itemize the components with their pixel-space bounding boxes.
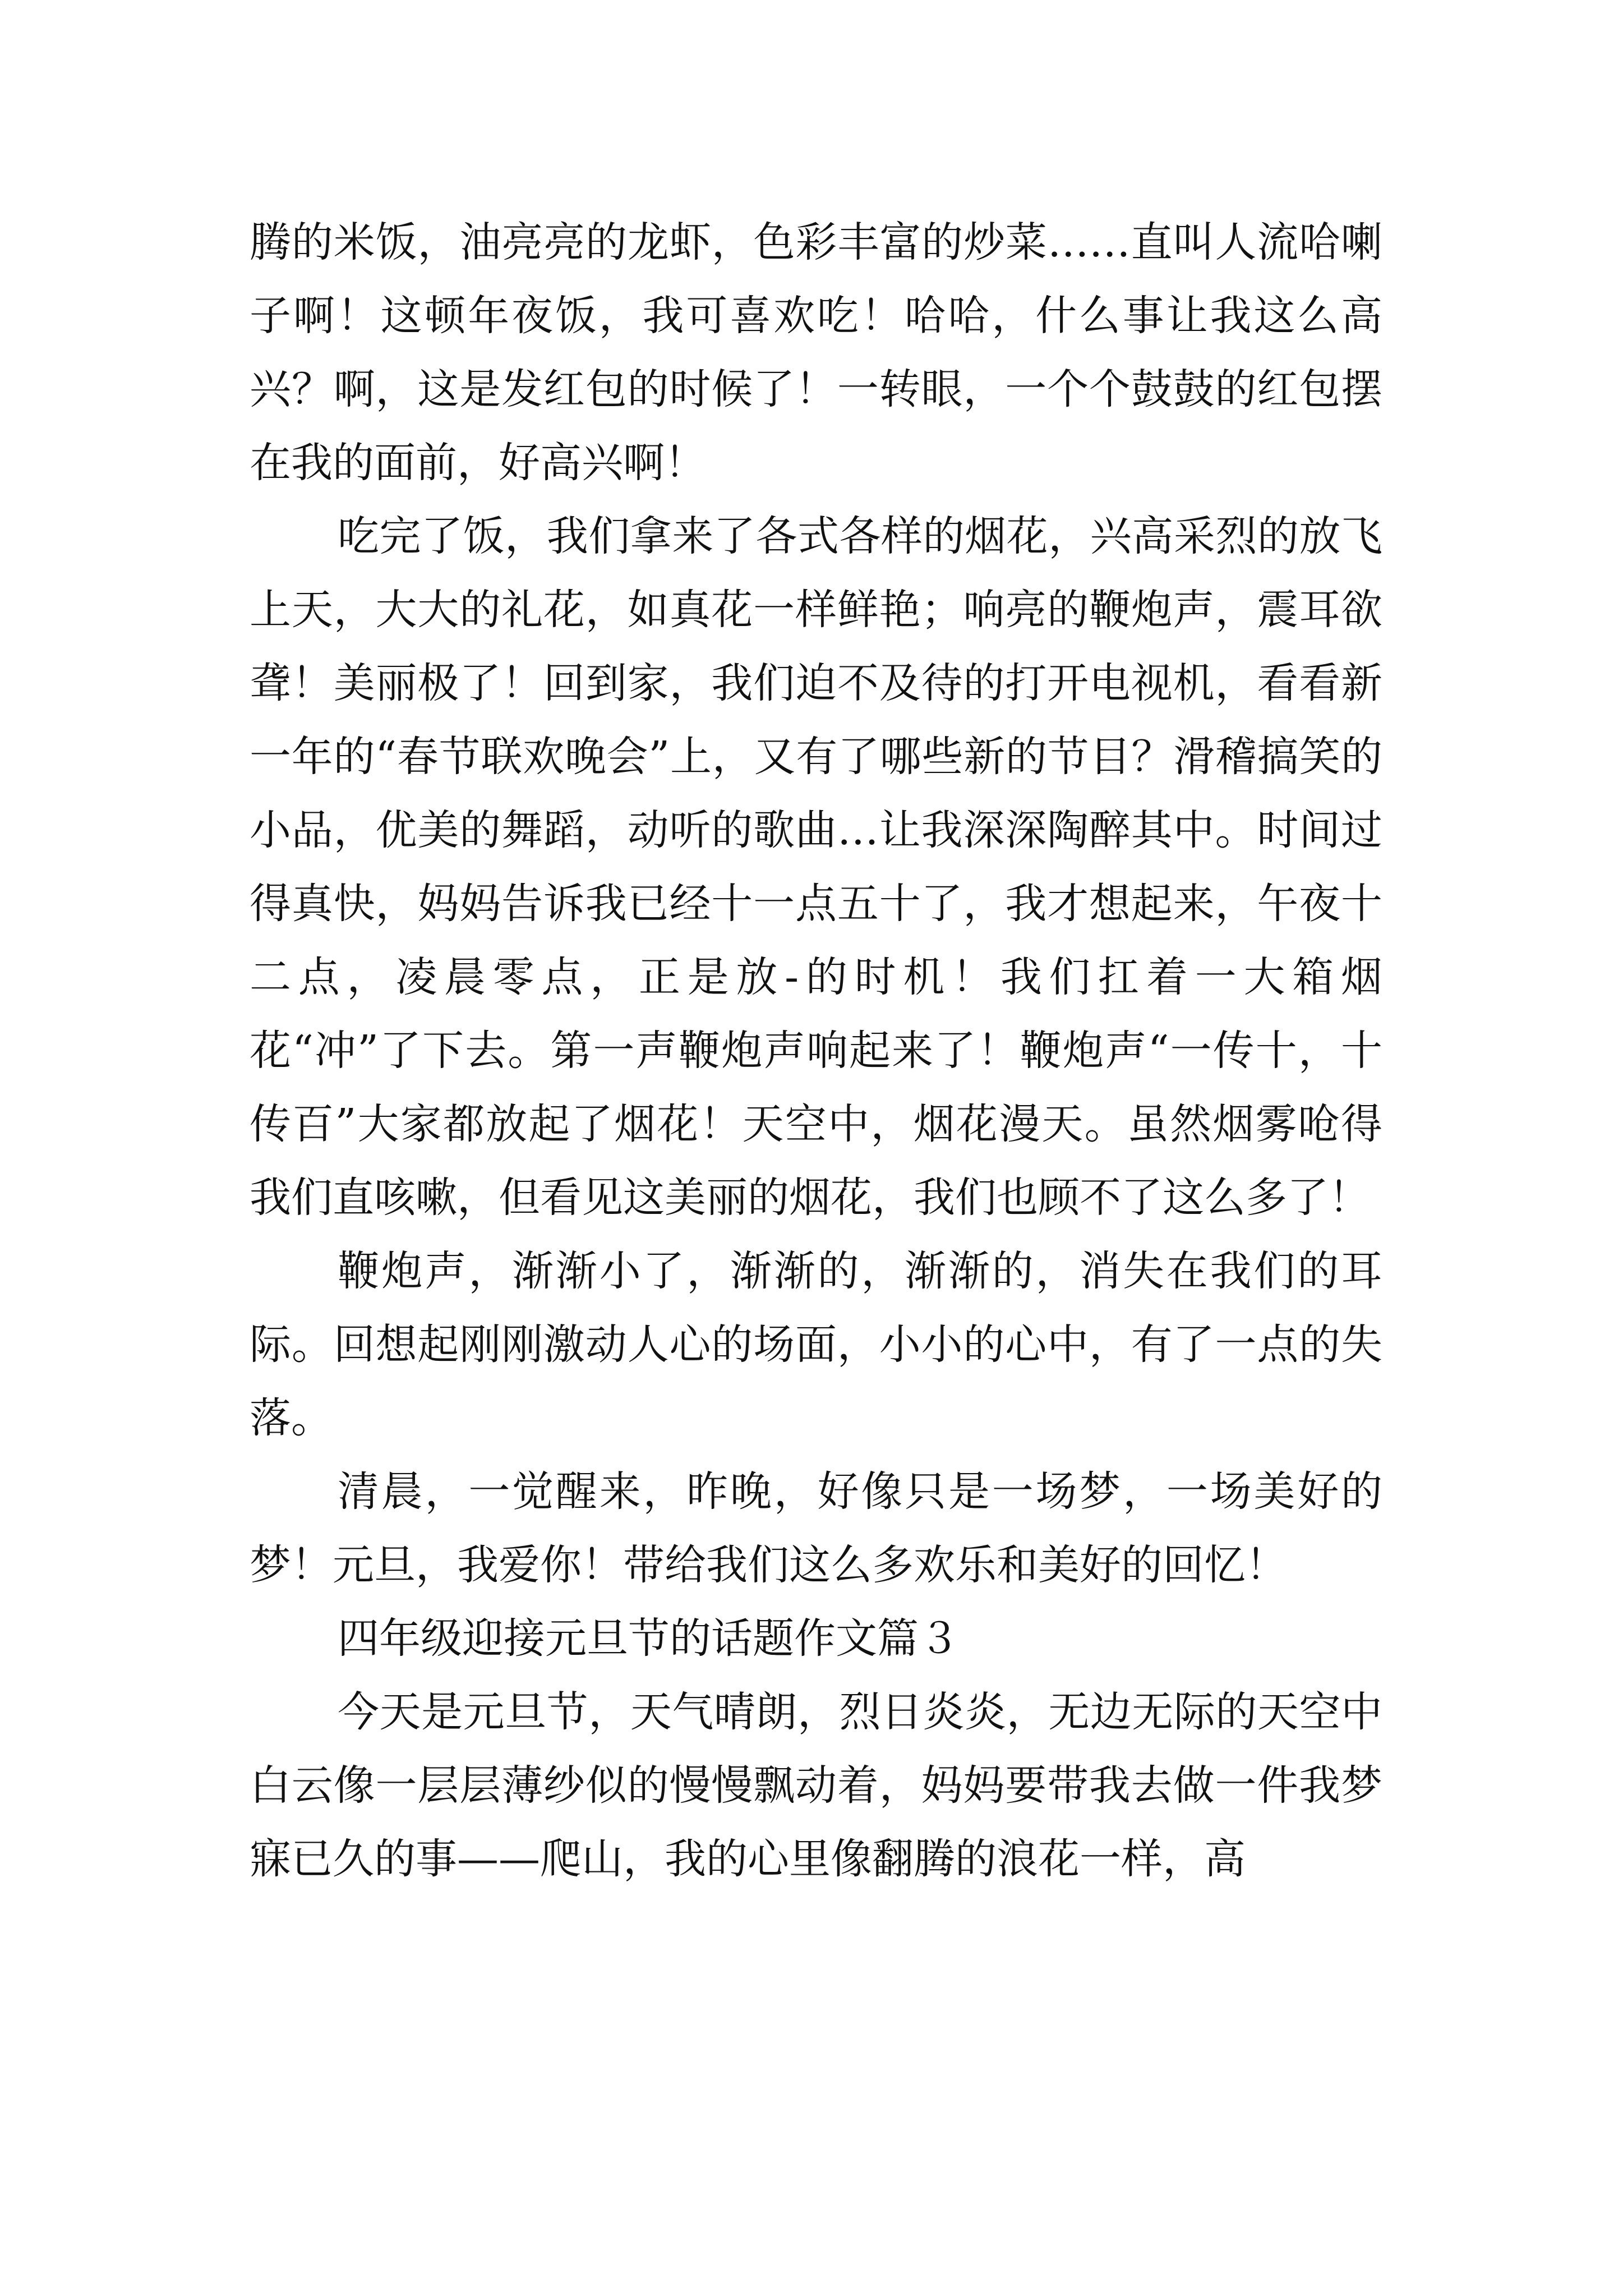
document-body: [250, 206, 1382, 1896]
section-heading: 四年级迎接元旦节的话题作文篇３: [338, 1614, 960, 1663]
paragraph-continuation: 腾的米饭，油亮亮的龙虾，色彩丰富的炒菜……直叫人流哈喇子啊！这顿年夜饭，我可喜欢吃！哈哈，什么事让我这么高兴？啊，这是发红包的时候了！一转眼，一个个鼓鼓的红包摆在我的面前，好高兴啊！: [250, 218, 1382, 487]
paragraph-firecrackers-fade: 鞭炮声，渐渐小了，渐渐的，渐渐的，消失在我们的耳际。回想起刚刚激动人心的场面，小小的心中，有了一点的失落。: [250, 1247, 1382, 1442]
paragraph-new-year-day: 今天是元旦节，天气晴朗，烈日炎炎，无边无际的天空中白云像一层层薄纱似的慢慢飘动着，妈妈要带我去做一件我梦寐已久的事——爬山，我的心里像翻腾的浪花一样，高: [250, 1688, 1382, 1883]
paragraph-morning: 清晨，一觉醒来，昨晚，好像只是一场梦，一场美好的梦！元旦，我爱你！带给我们这么多欢乐和美好的回忆！: [250, 1467, 1382, 1589]
paragraph-fireworks: 吃完了饭，我们拿来了各式各样的烟花，兴高采烈的放飞上天，大大的礼花，如真花一样鲜艳；响亮的鞭炮声，震耳欲聋！美丽极了！回到家，我们迫不及待的打开电视机，看看新一年的“春节联欢晚会”上，又有了哪些新的节目？滑稽搞笑的小品，优美的舞蹈，动听的歌曲…让我深深陶醉其中。时间过得真快，妈妈告诉我已经十一点五十了，我才想起来，午夜十二点，凌晨零点，正是放-的时机！我们扛着一大箱烟花“冲”了下去。第一声鞭炮声响起来了！鞭炮声“一传十，十传百”大家都放起了烟花！天空中，烟花漫天。虽然烟雾呛得我们直咳嗽，但看见这美丽的烟花，我们也顾不了这么多了！: [250, 512, 1382, 1222]
